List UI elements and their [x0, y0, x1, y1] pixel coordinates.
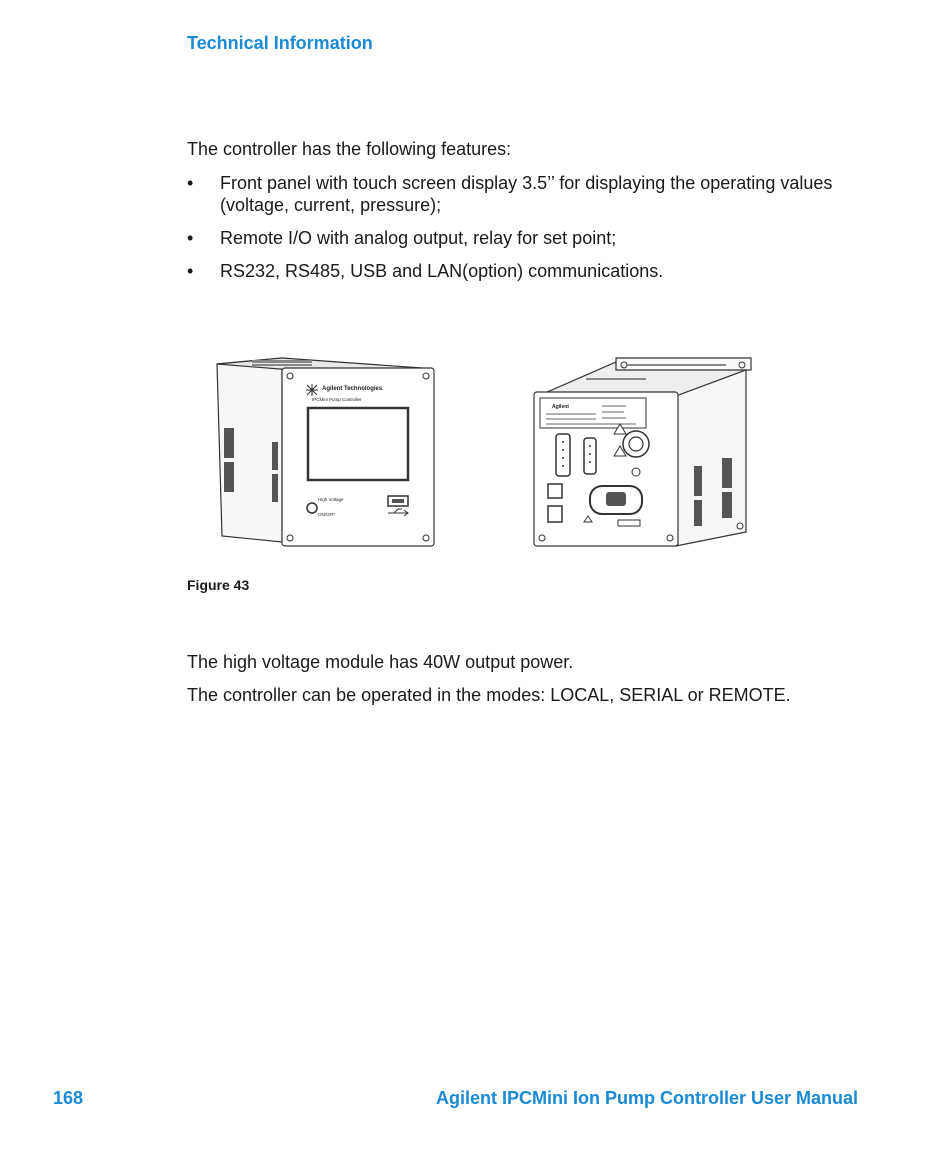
hv-button-icon [307, 503, 317, 513]
serial-connector-p2-icon [584, 438, 596, 474]
figure-caption: Figure 43 [187, 577, 250, 593]
feature-text: Remote I/O with analog output, relay for set point; [220, 228, 617, 248]
controller-rear-illustration [526, 356, 766, 556]
lan-connector-icon [548, 506, 562, 522]
manual-title: Agilent IPCMini Ion Pump Controller User Manual [435, 1088, 858, 1108]
bullet-icon: • [187, 261, 194, 281]
onoff-label: ON/OFF [318, 512, 335, 517]
touch-screen-display [308, 408, 408, 480]
feature-text: Front panel with touch screen display 3.5’’ for displaying the operating values (voltage, current, pressure); [220, 173, 833, 215]
feature-list [187, 172, 867, 293]
bullet-icon: • [187, 173, 194, 193]
body-paragraph: The high voltage module has 40W output power. [187, 652, 574, 672]
serial-connector-p1-icon [556, 434, 570, 476]
usb-connector-icon [548, 484, 562, 498]
controller-front-illustration [212, 356, 452, 556]
hv-label: High Voltage [318, 497, 344, 502]
section-header: Technical Information [187, 33, 373, 53]
feature-item [187, 172, 867, 216]
feature-text: RS232, RS485, USB and LAN(option) communications. [220, 261, 664, 281]
page-number: 168 [53, 1088, 84, 1108]
fuse-icon [618, 520, 640, 526]
bullet-icon: • [187, 228, 194, 248]
figure-43 [200, 352, 770, 552]
body-paragraph: The controller can be operated in the modes: LOCAL, SERIAL or REMOTE. [187, 685, 791, 705]
front-model-label: IPCMini Pump Controller [312, 397, 362, 402]
feature-item [187, 227, 867, 249]
intro-paragraph: The controller has the following features: [187, 139, 512, 159]
rear-brand-label: Agilent [552, 404, 569, 410]
front-brand-label: Agilent Technologies [322, 386, 383, 392]
feature-item [187, 260, 867, 282]
interlock-icon [632, 468, 640, 476]
